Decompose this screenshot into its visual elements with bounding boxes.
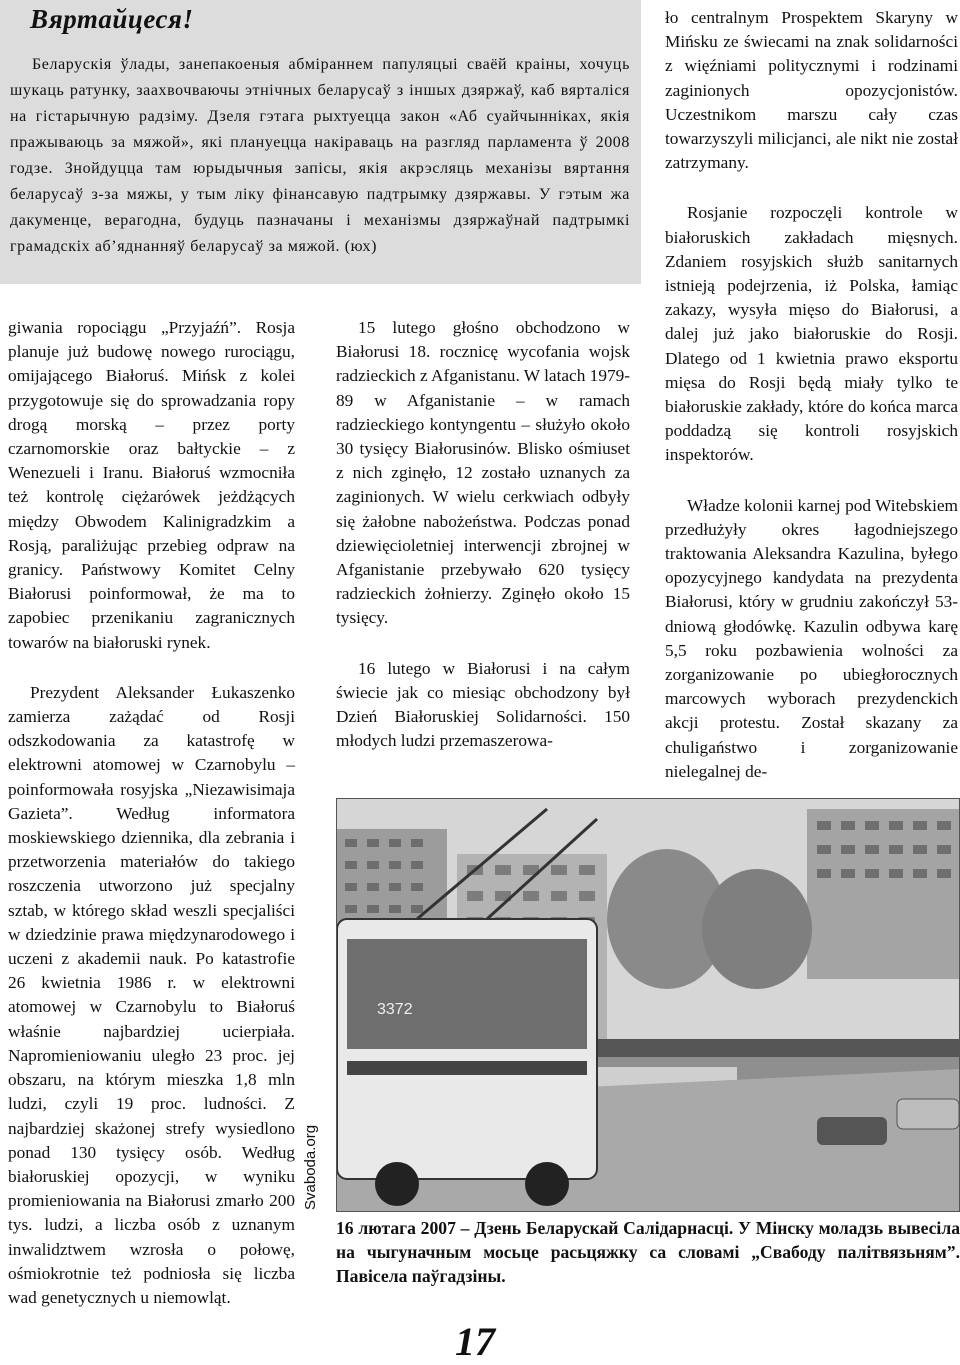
article-paragraph: Władze kolonii karnej pod Witebskiem przedłużyły okres łagodniejszego traktowania Aleksandra Kazulina, byłego opozycyjnego kandydata na prezydenta Białorusi, który w grudniu zakończył 53-dniową głodówkę. Kazulin odbywa karę 5,5 roku pozbawienia wolności za zorganizowanie po ubiegłorocznych marcowych wyborach prezydenckich akcji protestu. Został skazany za chuligaństwo i zorganizowanie nielegalnej de- <box>665 495 958 781</box>
photo-caption: 16 лютага 2007 – Дзень Беларускай Салідарнасці. У Мінску моладзь вывесіла на чыгуначным мосьце расьцяжку са словамі „Свабоду палітвязьням”. Павісела паўгадзіны. <box>336 1218 960 1286</box>
sidebar-box <box>0 0 641 284</box>
news-photo <box>336 798 960 1212</box>
photo-credit: Svaboda.org <box>302 1124 319 1210</box>
bus-number: 3372 <box>377 1001 413 1018</box>
box-title: Вяртайцеся! <box>30 4 194 34</box>
column-1 <box>8 316 295 1310</box>
box-text: Беларускія ўлады, занепакоеныя абміраннем папуляцыі сваёй краіны, хочуць шукаць ратунку, заахвочваючы этнічных беларусаў з іншых дзяржаў, каб вярталіся на гістарычную радзіму. Дзеля гэтага рыхтуецца закон «Аб суайчынніках, якія пражываюць за мяжой», які плануецца накіраваць на разгляд парламента ў 2008 годзе. Знойдуцца там юрыдычныя запісы, якія акрэсляць механізы вяртання беларусаў з-за мяжы, у тым ліку фінансавую падтрымку дзяржавы. У гэтым жа дакуменце, верагодна, будуць пазначаны і механізмы дзяржаўнай падтрымкі грамадскіх аб’яднанняў беларусаў за мяжой. (юх) <box>10 56 630 255</box>
article-paragraph: ło centralnym Prospektem Skaryny w Mińsku ze świecami na znak solidarności z więźniami politycznymi i rodzinami zaginionych opozycjonistów. Uczestnikom marszu cały czas towarzyszyli milicjanci, ale nikt nie został zatrzymany. <box>665 8 958 173</box>
page-number: 17 <box>455 1319 495 1364</box>
article-paragraph: Prezydent Aleksander Łukaszenko zamierza zażądać od Rosji odszkodowania za katastrofę w elektrowni atomowej w Czarnobylu – poinformowała rosyjska „Niezawisimaja Gazieta”. Według informatora moskiewskiego dziennika, dla zebrania i przetworzenia materiałów do takiego roszczenia utworzono już specjalny sztab, w którego skład weszli specjaliści w dziedzinie prawa międzynarodowego i uczeni z akademii nauk. Po katastrofie 26 kwietnia 1986 r. w elektrowni atomowej w Czarnobylu to Białoruś właśnie najbardziej ucierpiała. Napromieniowaniu uległo 23 proc. jej obszaru, na którym mieszka 1,8 mln ludzi, czyli 19 proc. ludności. Z najbardziej skażonej strefy wysiedlono ponad 130 tysięcy osób. Według białoruskiej opozycji, w wyniku promieniowania na Białorusi zmarło 200 tys. ludzi, a liczba osób z uznanym inwalidztwem wzrosła o połowę, ośmiokrotnie też podniosła się liczba wad genetycznych u niemowląt. <box>8 682 295 1307</box>
article-paragraph: 16 lutego w Białorusi i na całym świecie jak co miesiąc obchodzony był Dzień Białoruskiej Solidarności. 150 młodych ludzi przemaszerowa- <box>336 658 630 751</box>
street-scene-illustration <box>337 799 959 1211</box>
column-2 <box>336 316 630 753</box>
column-3 <box>665 6 958 784</box>
article-paragraph: Rosjanie rozpoczęli kontrole w białoruskich zakładach mięsnych. Zdaniem rosyjskich służb sanitarnych istnieją podejrzenia, iż Polska, łamiąc zakazy, wysyła mięso do Białorusi, a dalej już jako białoruskie do Rosji. Dlatego od 1 kwietnia prawo eksportu mięsa do Rosji będą miały tylko te białoruskie zakłady, które do końca marca poddadzą się kontroli rosyjskich inspektorów. <box>665 203 958 465</box>
article-paragraph: giwania ropociągu „Przyjaźń”. Rosja planuje już budowę nowego rurociągu, omijającego Białoruś. Mińsk z kolei przygotowuje się do sprowadzania ropy drogą morską – przez porty czarnomorskie oraz bałtyckie – z Wenezueli i Iranu. Białoruś wzmocniła też kontrolę ciężarówek jeżdżących między Obwodem Kalinigradzkim a Rosją, paraliżując przebieg odpraw na granicy. Państwowy Komitet Celny Białorusi poinformował, że ma to zapobiec przenikaniu zagranicznych towarów na białoruski rynek. <box>8 318 295 652</box>
article-paragraph: 15 lutego głośno obchodzono w Białorusi 18. rocznicę wycofania wojsk radzieckich z Afganistanu. W latach 1979-89 w Afganistanie – w ramach radzieckiego kontyngentu – służyło około 30 tysięcy Białorusinów. Blisko ośmiuset z nich zginęło, 12 zostało uznanych za zaginionych. W wielu cerkwiach odbyły się żałobne nabożeństwa. Podczas ponad dziewięcioletniej interwencji zbrojnej w Afganistanie przebywało 620 tysięcy radzieckich żołnierzy. Zginęło około 15 tysięcy. <box>336 318 630 628</box>
